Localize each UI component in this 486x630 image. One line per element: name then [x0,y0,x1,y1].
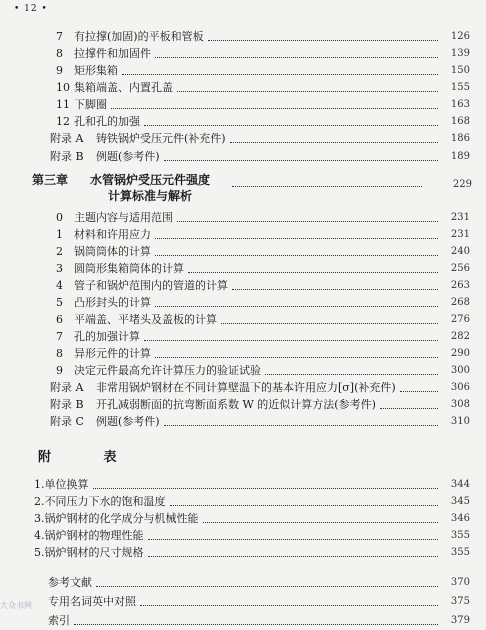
toc-entry-number: 7 [56,30,63,43]
toc-entry-page: 344 [450,479,470,490]
toc-entry-title: 2.不同压力下水的饱和温度 [34,495,166,508]
chapter-title-line1: 水管锅炉受压元件强度 [90,173,211,187]
toc-entry-title: 3.锅炉钢材的化学成分与机械性能 [34,512,199,525]
toc-entry-number: 附录 C [50,415,84,428]
leader-dots [111,107,438,109]
toc-entry-title: 平端盖、平堵头及盖板的计算 [74,313,217,326]
toc-entry-number: 11 [56,98,70,111]
toc-entry[interactable] [0,311,486,329]
leader-dots [380,407,438,409]
toc-entry[interactable] [0,593,486,611]
leader-dots [74,623,438,625]
watermark: 大众书网 [0,601,32,610]
leader-dots [232,288,438,290]
toc-entry-number: 12 [56,115,70,128]
leader-dots [93,487,438,489]
toc-entry[interactable] [0,209,486,227]
leader-dots [170,504,438,506]
toc-entry[interactable] [0,130,486,148]
toc-entry-title: 4.锅炉钢材的物理性能 [34,529,144,542]
toc-entry-page: 268 [450,297,470,308]
toc-entry-title: 1.单位换算 [34,478,89,491]
leader-dots [155,56,438,58]
toc-entry-number: 2 [56,245,63,258]
toc-entry-number: 附录 B [50,398,84,411]
toc-entry-title: 铸铁锅炉受压元件(补充件) [96,132,226,145]
toc-entry[interactable] [0,493,486,511]
leader-dots [155,237,438,239]
toc-entry-number: 5 [56,296,63,309]
toc-entry-page: 310 [450,416,470,427]
leader-dots [203,521,438,523]
toc-entry[interactable] [0,148,486,166]
leader-dots [155,356,438,358]
toc-entry[interactable] [0,328,486,346]
appendix-tables-heading: 附 表 [38,450,141,465]
leader-dots [140,604,438,606]
leader-dots [221,322,438,324]
toc-entry-page: 139 [450,48,470,59]
toc-entry-page: 163 [450,99,470,110]
toc-entry-title: 孔的加强计算 [74,330,140,343]
toc-entry-title: 凸形封头的计算 [74,296,151,309]
toc-entry-title: 集箱端盖、内置孔盖 [74,81,173,94]
toc-entry-page: 263 [450,280,470,291]
toc-entry[interactable] [0,294,486,312]
toc-entry-title: 例题(参考件) [96,150,160,163]
toc-entry-page: 150 [450,65,470,76]
toc-entry[interactable] [0,277,486,295]
leader-dots [164,159,438,161]
toc-entry-page: 126 [450,31,470,42]
leader-dots [188,271,438,273]
toc-entry-title: 例题(参考件) [96,415,160,428]
toc-entry-title: 索引 [48,614,70,627]
leader-dots [230,141,438,143]
toc-entry-title: 决定元件最高允许计算压力的验证试验 [74,364,261,377]
toc-entry-page: 290 [450,348,470,359]
toc-entry-page: 308 [450,399,470,410]
toc-entry-title: 锅筒筒体的计算 [74,245,151,258]
toc-entry-number: 6 [56,313,63,326]
leader-dots [177,90,438,92]
toc-entry-page: 345 [450,496,470,507]
toc-entry[interactable] [0,260,486,278]
toc-entry-number: 附录 B [50,150,84,163]
toc-entry-page: 276 [450,314,470,325]
toc-entry[interactable] [0,28,486,46]
toc-entry-title: 拉撑件和加固件 [74,47,151,60]
toc-entry-page: 379 [450,615,470,626]
toc-entry-title: 主题内容与适用范围 [74,211,173,224]
chapter-page: 229 [452,179,472,190]
toc-entry-page: 306 [450,382,470,393]
toc-entry-title: 异形元件的计算 [74,347,151,360]
toc-entry-page: 282 [450,331,470,342]
toc-entry-number: 8 [56,47,63,60]
leader-dots [400,390,438,392]
leader-dots [265,373,438,375]
toc-entry-title: 非常用锅炉钢材在不同计算壁温下的基本许用应力[σ](补充件) [96,381,396,394]
leader-dots [148,555,438,557]
leader-dots [155,305,438,307]
toc-entry-title: 管子和锅炉范围内的管道的计算 [74,279,228,292]
toc-entry[interactable] [0,413,486,431]
toc-entry-number: 4 [56,279,63,292]
leader-dots [122,73,438,75]
toc-entry[interactable] [0,45,486,63]
toc-entry[interactable] [0,544,486,562]
toc-entry-page: 355 [450,547,470,558]
leader-dots [96,585,438,587]
leader-dots [144,124,438,126]
toc-entry-number: 10 [56,81,70,94]
chapter-leader-dots [232,186,422,187]
toc-entry-title: 5.锅炉钢材的尺寸规格 [34,546,144,559]
toc-entry[interactable] [0,345,486,363]
toc-entry[interactable] [0,79,486,97]
toc-entry-page: 189 [450,151,470,162]
toc-entry-title: 开孔减弱断面的抗弯断面系数 W 的近似计算方法(参考件) [96,398,376,411]
page-number: • 12 • [14,4,48,14]
leader-dots [208,39,438,41]
toc-entry-number: 0 [56,211,63,224]
toc-entry-page: 186 [450,133,470,144]
toc-entry-title: 圆筒形集箱筒体的计算 [74,262,184,275]
toc-entry-number: 8 [56,347,63,360]
toc-entry-title: 下脚圈 [74,98,107,111]
toc-entry-number: 9 [56,364,63,377]
toc-entry[interactable] [0,396,486,414]
toc-entry-number: 9 [56,64,63,77]
toc-entry-page: 300 [450,365,470,376]
toc-entry-page: 231 [450,229,470,240]
toc-entry-page: 370 [450,577,470,588]
toc-entry-number: 7 [56,330,63,343]
toc-entry-number: 附录 A [50,132,84,145]
toc-entry[interactable] [0,226,486,244]
toc-entry-title: 材料和许用应力 [74,228,151,241]
toc-entry-page: 355 [450,530,470,541]
toc-entry[interactable] [0,510,486,528]
toc-entry[interactable] [0,243,486,261]
leader-dots [148,538,438,540]
toc-entry-page: 155 [450,82,470,93]
leader-dots [155,254,438,256]
toc-entry-page: 168 [450,116,470,127]
toc-entry[interactable] [0,362,486,380]
chapter-3-heading[interactable] [32,171,472,201]
toc-entry[interactable] [0,379,486,397]
toc-entry-title: 参考文献 [48,576,92,589]
toc-entry-title: 孔和孔的加强 [74,115,140,128]
toc-entry[interactable] [0,96,486,114]
toc-entry-page: 231 [450,212,470,223]
toc-entry-page: 346 [450,513,470,524]
leader-dots [164,424,438,426]
leader-dots [144,339,438,341]
chapter-label: 第三章 [32,173,69,187]
toc-entry-title: 有拉撑(加固)的平板和管板 [74,30,204,43]
toc-entry[interactable] [0,574,486,592]
toc-entry-number: 3 [56,262,63,275]
toc-entry-title: 专用名词英中对照 [48,595,136,608]
toc-entry-number: 1 [56,228,63,241]
toc-entry[interactable] [0,113,486,131]
toc-entry[interactable] [0,612,486,630]
toc-entry[interactable] [0,527,486,545]
toc-entry-number: 附录 A [50,381,84,394]
chapter-title-line2: 计算标准与解析 [108,189,193,203]
toc-entry-page: 256 [450,263,470,274]
leader-dots [177,220,438,222]
toc-entry-title: 矩形集箱 [74,64,118,77]
toc-entry[interactable] [0,62,486,80]
toc-entry-page: 375 [450,596,470,607]
toc-entry-page: 240 [450,246,470,257]
toc-entry[interactable] [0,476,486,494]
